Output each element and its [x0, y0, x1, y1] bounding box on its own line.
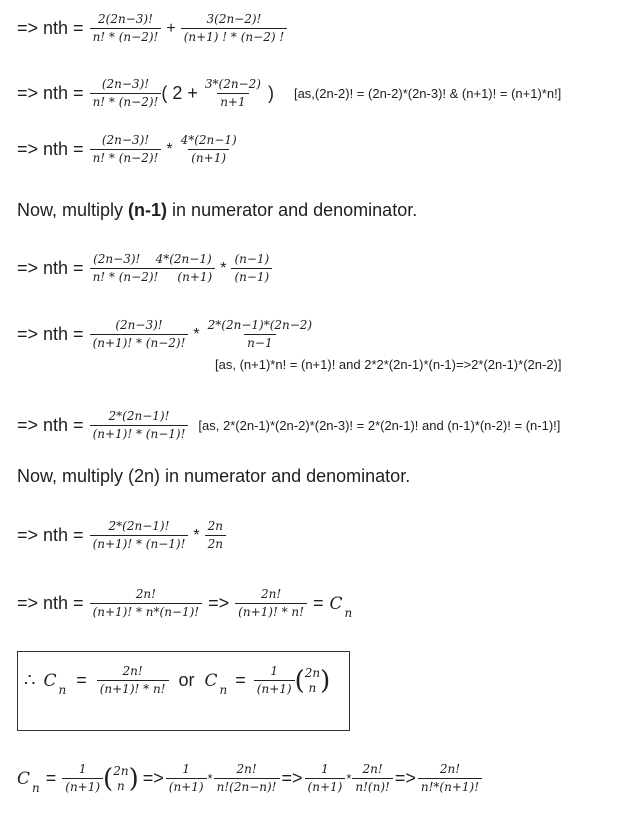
fraction	[205, 519, 226, 552]
numerator: (2n−3)!	[115, 318, 163, 332]
numerator: 3*(2n−2)	[204, 77, 261, 91]
numerator: 1	[270, 664, 278, 678]
equation-3	[17, 133, 240, 166]
equation-prefix: => nth =	[17, 593, 84, 613]
numerator: 2n!	[135, 587, 156, 601]
denominator: n!(2n−n)!	[214, 778, 280, 795]
denominator: (n+1)! * (n−1)!	[90, 535, 189, 552]
catalan-symbol: C	[17, 768, 31, 789]
fraction	[202, 77, 264, 110]
times-sign: *	[346, 771, 352, 786]
numerator: (2n−3)!	[101, 77, 150, 91]
denominator: (n+1)	[188, 149, 229, 166]
subscript: n	[58, 682, 67, 697]
denominator: (n+1)	[305, 778, 346, 795]
numerator: 2*(2n−1)!	[108, 409, 170, 423]
equation-prefix: => nth =	[17, 18, 84, 38]
fraction	[90, 12, 162, 45]
denominator: (n+1)	[62, 778, 103, 795]
implies-arrow: =>	[142, 768, 164, 788]
implies-arrow: =>	[394, 768, 416, 788]
numerator: 2n!	[260, 587, 282, 601]
binomial-bottom: n	[308, 680, 317, 695]
binomial-bottom: n	[117, 778, 125, 793]
equation-prefix: => nth =	[17, 83, 84, 103]
subscript: n	[32, 780, 40, 795]
denominator: n!*(n+1)!	[418, 778, 482, 795]
fraction	[97, 664, 169, 697]
equation-1	[17, 12, 287, 45]
fraction	[90, 252, 216, 285]
denominator: n−1	[244, 334, 275, 351]
boxed-result	[24, 664, 330, 697]
denominator: (n+1)! * n*(n−1)!	[90, 603, 203, 620]
equation-6	[17, 409, 560, 442]
close-paren: )	[267, 83, 274, 103]
implies-arrow: =>	[281, 768, 303, 788]
denominator: n! * (n−2)!	[90, 28, 162, 45]
fraction	[166, 762, 207, 795]
fraction	[178, 133, 240, 166]
denominator: n!(n)!	[352, 778, 392, 795]
subscript: n	[344, 605, 353, 620]
denominator: (n+1)	[254, 680, 295, 697]
numerator: 1	[321, 762, 329, 776]
numerator: 2n!	[362, 762, 383, 776]
equation-2	[17, 77, 561, 110]
implies-arrow: =>	[208, 593, 230, 613]
equation-5	[17, 318, 315, 351]
fraction	[181, 12, 287, 45]
equation-8	[17, 587, 352, 620]
numerator: 1	[78, 762, 87, 776]
denominator: (n+1) ! * (n−2) !	[181, 28, 287, 45]
numerator: 2n	[207, 519, 224, 533]
equation-4	[17, 252, 272, 285]
catalan-symbol: C	[204, 670, 218, 691]
equals-sign: =	[45, 768, 57, 788]
numerator: 2n!	[122, 664, 143, 678]
denominator: (n+1)	[166, 778, 207, 795]
denominator: (n+1)! * (n−1)!	[90, 425, 189, 442]
fraction	[418, 762, 482, 795]
times-sign: *	[220, 259, 227, 277]
times-sign: *	[207, 771, 213, 786]
bold-term: (n-1)	[128, 200, 168, 220]
times-sign: *	[193, 526, 200, 544]
denominator: (n+1)! * (n−2)!	[90, 334, 189, 351]
denominator: (n+1)! * n!	[97, 680, 169, 697]
denominator: n+1	[217, 93, 248, 110]
fraction	[254, 664, 295, 697]
numerator: (2n−3)!	[101, 133, 150, 147]
denominator: n! * (n−2)! (n+1)	[90, 268, 216, 285]
or-text: or	[178, 670, 195, 690]
denominator: (n−1)	[231, 268, 272, 285]
numerator: 2n!	[236, 762, 257, 776]
fraction	[62, 762, 103, 795]
instruction-text-1	[17, 200, 417, 221]
equation-prefix: => nth =	[17, 258, 84, 278]
equals-sign: =	[76, 670, 87, 690]
fraction	[90, 519, 189, 552]
numerator: 1	[182, 762, 190, 776]
equation-prefix: => nth =	[17, 525, 84, 545]
numerator: 4*(2n−1)	[180, 133, 237, 147]
denominator: (n+1)! * n!	[235, 603, 307, 620]
times-sign: *	[193, 325, 200, 343]
fraction	[305, 762, 346, 795]
catalan-symbol: C	[43, 670, 57, 691]
fraction	[90, 133, 162, 166]
numerator: 3(2n−2)!	[206, 12, 262, 26]
binomial-top: 2n	[113, 763, 129, 778]
denominator: n! * (n−2)!	[90, 93, 162, 110]
fraction	[90, 318, 189, 351]
numerator: 2*(2n−1)*(2n−2)	[207, 318, 313, 332]
numerator: (2n−3)! 4*(2n−1)	[93, 252, 212, 266]
times-sign: *	[166, 140, 173, 158]
catalan-symbol: C	[329, 593, 343, 614]
numerator: 2(2n−3)!	[98, 12, 153, 26]
numerator: 2n!	[439, 762, 461, 776]
binomial-top: 2n	[304, 665, 321, 680]
equals-sign: =	[312, 593, 324, 613]
annotation-note: [as, (n+1)*n! = (n+1)! and 2*2*(2n-1)*(n-1)=>2*(2n-1)*(2n-2)]	[215, 357, 562, 372]
fraction	[235, 587, 307, 620]
annotation-note: [as, 2*(2n-1)*(2n-2)*(2n-3)! = 2*(2n-1)! and (n-1)*(n-2)! = (n-1)!]	[198, 418, 561, 433]
equation-prefix: => nth =	[17, 324, 84, 344]
binomial-coefficient: ( 2n n )	[294, 665, 331, 696]
final-equation	[17, 762, 482, 795]
fraction	[352, 762, 392, 795]
fraction	[90, 77, 162, 110]
subscript: n	[219, 682, 228, 697]
fraction	[90, 587, 203, 620]
numerator: 2*(2n−1)!	[108, 519, 170, 533]
equation-7	[17, 519, 226, 552]
equation-prefix: => nth =	[17, 139, 84, 159]
fraction	[205, 318, 315, 351]
fraction	[214, 762, 280, 795]
denominator: n! * (n−2)!	[90, 149, 162, 166]
therefore-symbol: ∴	[24, 670, 36, 690]
fraction	[231, 252, 272, 285]
equals-sign: =	[235, 670, 246, 690]
binomial-coefficient: ( 2n n )	[103, 763, 139, 794]
text-part: in numerator and denominator.	[167, 200, 418, 220]
open-paren-term: ( 2 +	[161, 83, 198, 103]
numerator: (n−1)	[234, 252, 270, 266]
annotation-note: [as,(2n-2)! = (2n-2)*(2n-3)! & (n+1)! = (n+1)*n!]	[293, 86, 562, 101]
equation-prefix: => nth =	[17, 415, 84, 435]
instruction-text-2: Now, multiply (2n) in numerator and denominator.	[17, 466, 411, 486]
text-part: Now, multiply	[17, 200, 129, 220]
plus-sign: +	[166, 19, 176, 37]
denominator: 2n	[205, 535, 226, 552]
fraction	[90, 409, 189, 442]
